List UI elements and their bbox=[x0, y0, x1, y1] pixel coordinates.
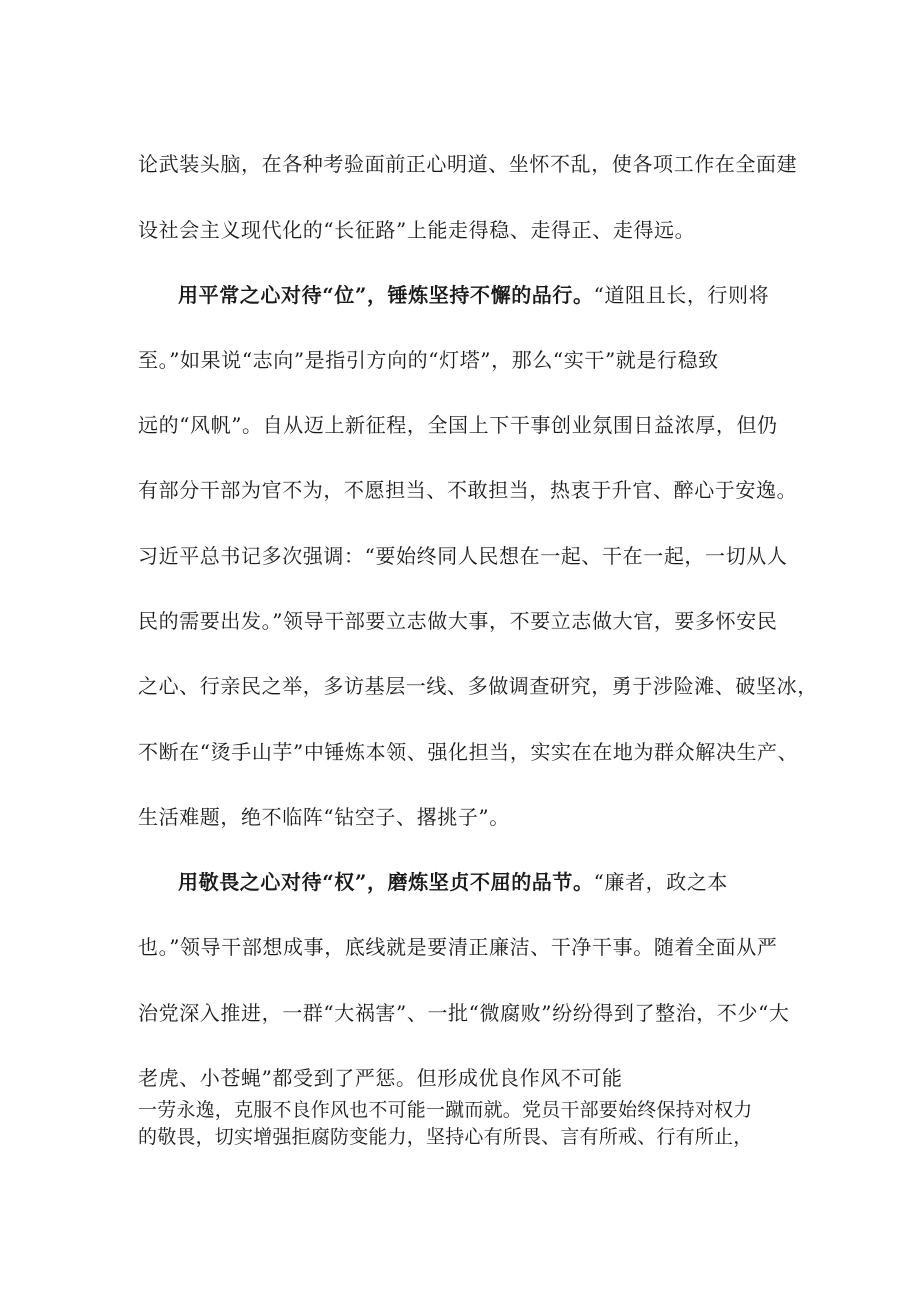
paragraph-line: 不断在“烫手山芋”中锤炼本领、强化担当，实实在在地为群众解决生产、 bbox=[138, 740, 799, 764]
paragraph-line: 的敬畏，切实增强拒腐防变能力，坚持心有所畏、言有所戒、行有所止， bbox=[138, 1126, 753, 1148]
paragraph-line bbox=[178, 283, 769, 307]
quote-text: “廉者，政之本 bbox=[593, 870, 729, 894]
paragraph-line: 设社会主义现代化的“长征路”上能走得稳、走得正、走得远。 bbox=[138, 218, 696, 242]
paragraph-line: 之心、行亲民之举，多访基层一线、多做调查研究，勇于涉险滩、破坚冰， bbox=[138, 674, 818, 698]
paragraph-line: 老虎、小苍蝇”都受到了严惩。但形成优良作风不可能 bbox=[138, 1066, 623, 1090]
paragraph-line bbox=[178, 870, 728, 894]
paragraph-line: 至。”如果说“志向”是指引方向的“灯塔”，那么“实干”就是行稳致 bbox=[138, 348, 719, 372]
paragraph-line: 民的需要出发。”领导干部要立志做大事，不要立志做大官，要多怀安民 bbox=[138, 609, 778, 633]
paragraph-line: 一劳永逸，克服不良作风也不可能一蹴而就。党员干部要始终保持对权力 bbox=[138, 1099, 753, 1121]
section-heading-position: 用平常之心对待“位”，锤炼坚持不懈的品行。 bbox=[178, 283, 594, 307]
quote-text: “道阻且长，行则将 bbox=[593, 283, 770, 307]
paragraph-line: 习近平总书记多次强调：“要始终同人民想在一起、干在一起，一切从人 bbox=[138, 544, 788, 568]
paragraph-line: 也。”领导干部想成事，底线就是要清正廉洁、干净干事。随着全面从严 bbox=[138, 935, 778, 959]
paragraph-line: 远的“风帆”。自从迈上新征程，全国上下干事创业氛围日益浓厚，但仍 bbox=[138, 413, 778, 437]
section-heading-power: 用敬畏之心对待“权”，磨炼坚贞不屈的品节。 bbox=[178, 870, 594, 894]
paragraph-line: 论武装头脑，在各种考验面前正心明道、坐怀不乱，使各项工作在全面建 bbox=[138, 152, 798, 176]
paragraph-line: 有部分干部为官不为，不愿担当、不敢担当，热衷于升官、醉心于安逸。 bbox=[138, 478, 798, 502]
paragraph-line: 治党深入推进，一群“大祸害”、一批“微腐败”纷纷得到了整治，不少“大 bbox=[138, 1001, 790, 1025]
paragraph-line: 生活难题，绝不临阵“钻空子、撂挑子”。 bbox=[138, 805, 510, 829]
